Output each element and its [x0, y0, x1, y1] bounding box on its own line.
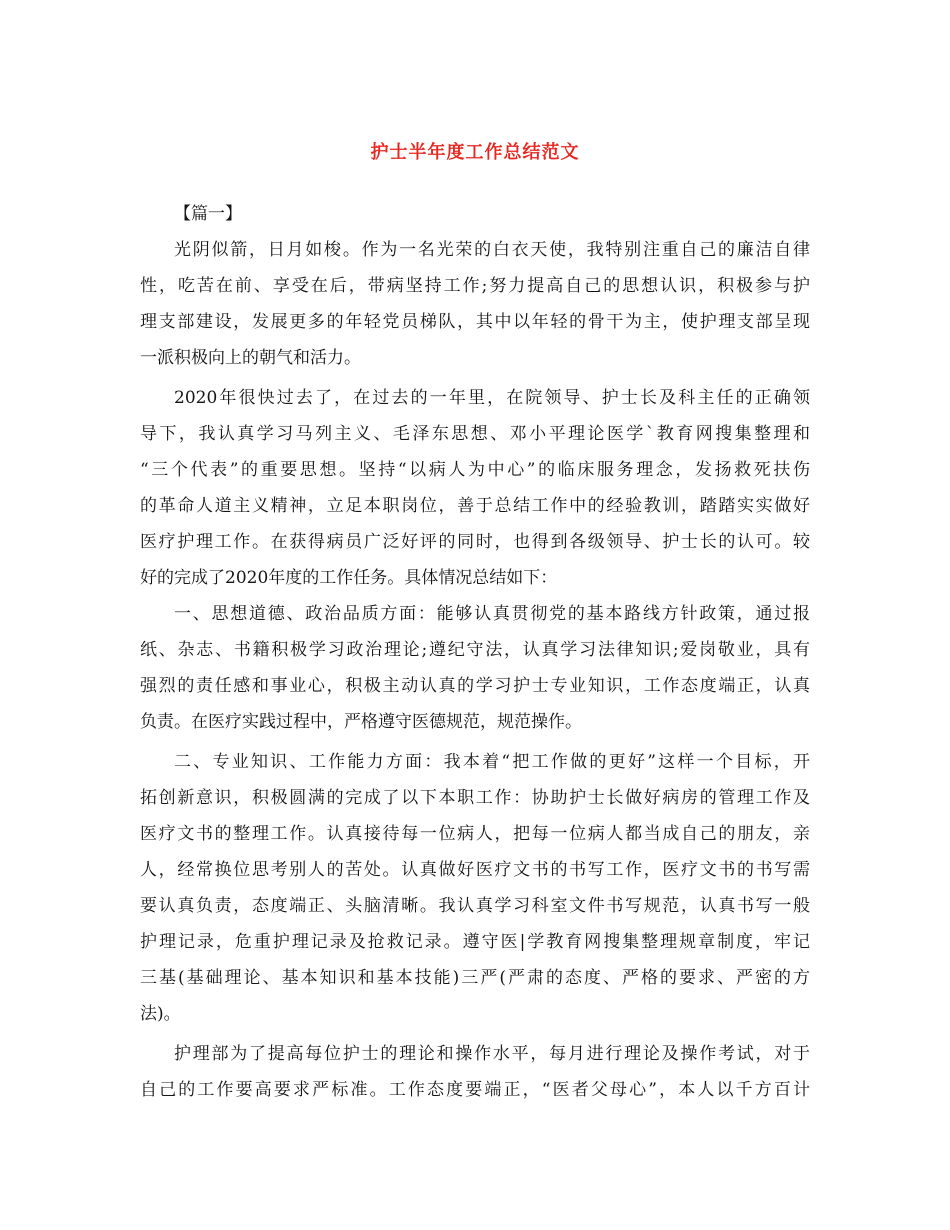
document-body: [140, 196, 810, 1108]
paragraph-2: [140, 380, 810, 596]
text-line: “三个代表”的重要思想。坚持“以病人为中心”的临床服务理念，发扬救死扶伤: [140, 460, 810, 480]
text-line: 的革命人道主义精神，立足本职岗位，善于总结工作中的经验教训，踏踏实实做好: [140, 496, 810, 516]
text-line: 二、专业知识、工作能力方面：我本着“把工作做的更好”这样一个目标，开: [174, 752, 810, 772]
text-line: 护理部为了提高每位护士的理论和操作水平，每月进行理论及操作考试，对于: [174, 1044, 810, 1064]
text-line: 2020年很快过去了，在过去的一年里，在院领导、护士长及科主任的正确领: [174, 388, 810, 408]
document-title: 护士半年度工作总结范文: [370, 142, 580, 163]
text-line: 护理记录，危重护理记录及抢救记录。遵守医|学教育网搜集整理规章制度，牢记: [140, 932, 810, 952]
text-line: 三基(基础理论、基本知识和基本技能)三严(严肃的态度、严格的要求、严密的方: [140, 968, 810, 988]
text-line: 纸、杂志、书籍积极学习政治理论;遵纪守法，认真学习法律知识;爱岗敬业，具有: [140, 640, 810, 660]
text-line: 要认真负责，态度端正、头脑清晰。我认真学习科室文件书写规范，认真书写一般: [140, 896, 810, 916]
text-line: 自己的工作要高要求严标准。工作态度要端正，“医者父母心”，本人以千方百计: [140, 1080, 810, 1100]
text-line: 好的完成了2020年度的工作任务。具体情况总结如下：: [140, 568, 558, 588]
text-line: 拓创新意识，积极圆满的完成了以下本职工作：协助护士长做好病房的管理工作及: [140, 788, 810, 808]
paragraph-4: [140, 744, 810, 1032]
text-line: 光阴似箭，日月如梭。作为一名光荣的白衣天使，我特别注重自己的廉洁自律: [174, 240, 810, 260]
paragraph-5: [140, 1036, 810, 1108]
text-line: 人，经常换位思考别人的苦处。认真做好医疗文书的书写工作，医疗文书的书写需: [140, 860, 810, 880]
text-line: 医疗护理工作。在获得病员广泛好评的同时，也得到各级领导、护士长的认可。较: [140, 532, 810, 552]
text-line: 强烈的责任感和事业心，积极主动认真的学习护士专业知识，工作态度端正，认真: [140, 676, 810, 696]
paragraph-1: [140, 232, 810, 376]
text-line: 法)。: [140, 1004, 181, 1024]
text-line: 理支部建设，发展更多的年轻党员梯队，其中以年轻的骨干为主，使护理支部呈现: [140, 312, 810, 332]
paragraph-3: [140, 596, 810, 740]
text-line: 医疗文书的整理工作。认真接待每一位病人，把每一位病人都当成自己的朋友，亲: [140, 824, 810, 844]
text-line: 一派积极向上的朝气和活力。: [140, 348, 361, 368]
text-line: 性，吃苦在前、享受在后，带病坚持工作;努力提高自己的思想认识，积极参与护: [140, 276, 810, 296]
section-label: 【篇一】: [174, 204, 242, 224]
text-line: 一、思想道德、政治品质方面：能够认真贯彻党的基本路线方针政策，通过报: [174, 604, 810, 624]
text-line: 负责。在医疗实践过程中，严格遵守医德规范，规范操作。: [140, 712, 582, 732]
text-line: 导下，我认真学习马列主义、毛泽东思想、邓小平理论医学`教育网搜集整理和: [140, 424, 810, 444]
